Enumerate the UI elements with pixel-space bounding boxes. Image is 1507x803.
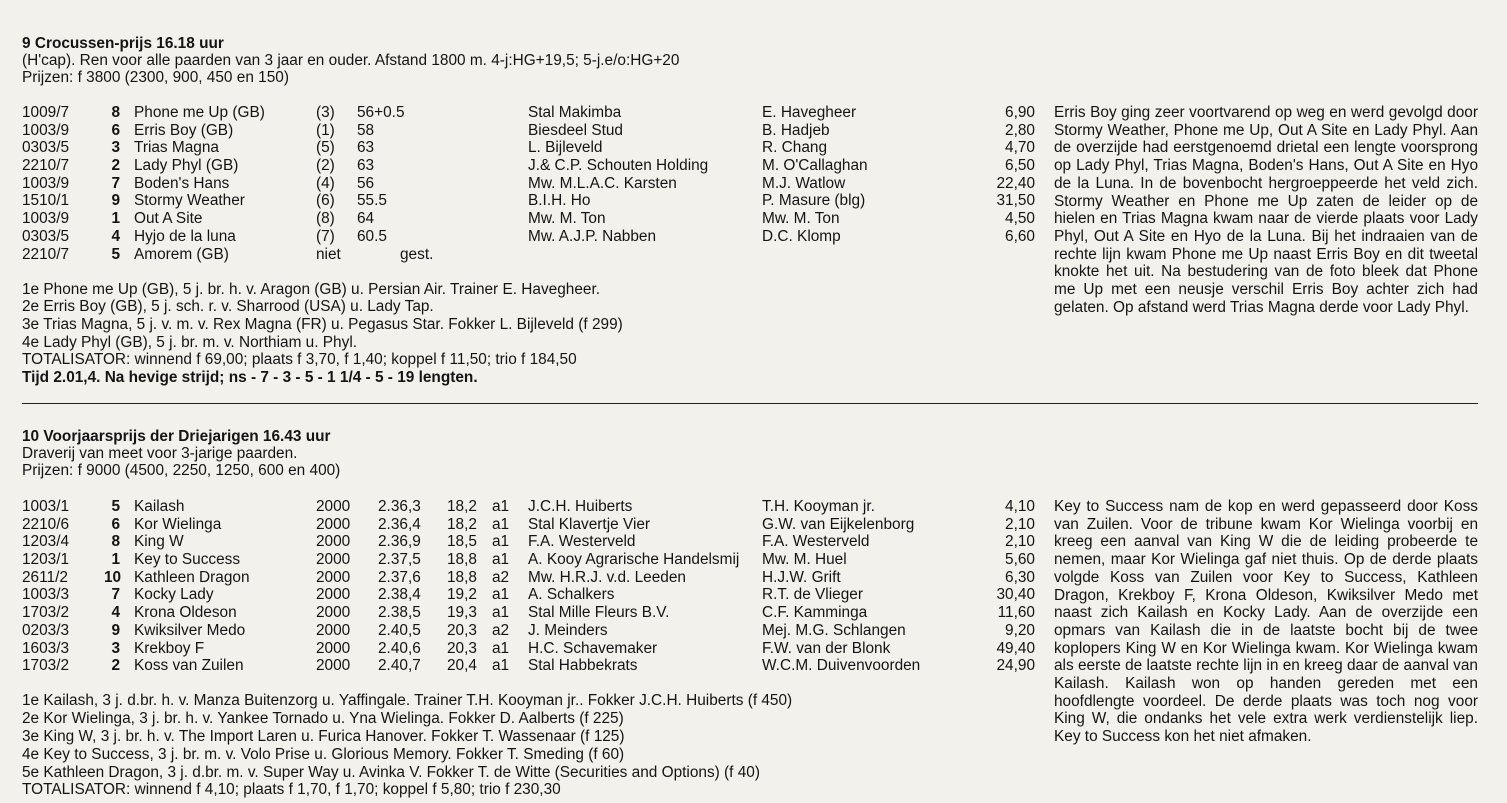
- race1-report: Erris Boy ging zeer voortvarend op weg en werd gevolgd door Stormy Weather, Phone me Up, Out A Site en Lady Phyl. Aan de overzijde had eerstgenoemd drietal een lengte voorsprong op Lady Phyl, Trias Magna, Boden's Hans, Out A Site en Hyo de la Luna. In de bovenbocht hergroeppeerde het veld zich. Stormy Weather en Phone me Up zaten de leider op de hielen en Trias Magna kwam naar de vierde plaats voor Lady Phyl, Out A Site en Hyo de la Luna. Bij het indraaien van de rechte lijn kwam Phone me Up naast Erris Boy en dit tweetal knokte het uit. Na bestudering van de foto bleek dat Phone me Up met een neusje verschil Erris Boy achter zich had gelaten. Op afstand werd Trias Magna derde voor Lady Phyl.: [1054, 104, 1478, 316]
- race2-title: 10 Voorjaarsprijs der Driejarigen 16.43 uur: [22, 428, 331, 445]
- race1-totalisator: TOTALISATOR: winnend f 69,00; plaats f 3,70, f 1,40; koppel f 11,50; trio f 184,50: [22, 351, 577, 368]
- race2-result-2: 2e Kor Wielinga, 3 j. br. h. v. Yankee Tornado u. Yna Wielinga. Fokker D. Aalberts (f 225): [22, 710, 624, 727]
- table-row: 1703/2 4 Krona Oldeson 2000 2.38,5 19,3 a1 Stal Mille Fleurs B.V. C.F. Kamminga 11,60: [22, 604, 1035, 622]
- race1-result-1: 1e Phone me Up (GB), 5 j. br. h. v. Aragon (GB) u. Persian Air. Trainer E. Havegheer.: [22, 281, 600, 298]
- table-row: 1003/9 7 Boden's Hans (4) 56 Mw. M.L.A.C. Karsten M.J. Watlow 22,40: [22, 174, 1035, 192]
- table-row: 0203/3 9 Kwiksilver Medo 2000 2.40,5 20,3 a2 J. Meinders Mej. M.G. Schlangen 9,20: [22, 621, 1035, 639]
- table-row: 1603/3 3 Krekboy F 2000 2.40,6 20,3 a1 H.C. Schavemaker F.W. van der Blonk 49,40: [22, 639, 1035, 657]
- race1-prizes: Prijzen: f 3800 (2300, 900, 450 en 150): [22, 69, 289, 86]
- race2-conditions: Draverij van meet voor 3-jarige paarden.: [22, 445, 298, 462]
- race1-conditions: (H'cap). Ren voor alle paarden van 3 jaar en ouder. Afstand 1800 m. 4-j:HG+19,5; 5-j.e/o:HG+20: [22, 52, 680, 69]
- table-row: 2210/6 6 Kor Wielinga 2000 2.36,4 18,2 a1 Stal Klavertje Vier G.W. van Eijkelenborg 2,10: [22, 515, 1035, 533]
- race1-result-3: 3e Trias Magna, 5 j. v. m. v. Rex Magna (FR) u. Pegasus Star. Fokker L. Bijleveld (f 299): [22, 316, 623, 333]
- table-row: 1003/9 6 Erris Boy (GB) (1) 58 Biesdeel Stud B. Hadjeb 2,80: [22, 121, 1035, 139]
- race2-entries-table: [22, 498, 1042, 675]
- table-row: 1003/9 1 Out A Site (8) 64 Mw. M. Ton Mw. M. Ton 4,50: [22, 210, 1035, 228]
- race1-title: 9 Crocussen-prijs 16.18 uur: [22, 35, 224, 52]
- table-row: 1510/1 9 Stormy Weather (6) 55.5 B.I.H. Ho P. Masure (blg) 31,50: [22, 192, 1035, 210]
- table-row: 1703/2 2 Koss van Zuilen 2000 2.40,7 20,4 a1 Stal Habbekrats W.C.M. Duivenvoorden 24,90: [22, 657, 1035, 675]
- table-row: 1203/4 8 King W 2000 2.36,9 18,5 a1 F.A. Westerveld F.A. Westerveld 2,10: [22, 533, 1035, 551]
- table-row: 2210/7 2 Lady Phyl (GB) (2) 63 J.& C.P. Schouten Holding M. O'Callaghan 6,50: [22, 157, 1035, 175]
- table-row: 2210/7 5 Amorem (GB) niet gest.: [22, 245, 434, 263]
- table-row: 1003/1 5 Kailash 2000 2.36,3 18,2 a1 J.C.H. Huiberts T.H. Kooyman jr. 4,10: [22, 498, 1035, 515]
- table-row: 1203/1 1 Key to Success 2000 2.37,5 18,8 a1 A. Kooy Agrarische Handelsmij Mw. M. Huel 5,60: [22, 551, 1035, 569]
- table-row: 0303/5 4 Hyjo de la luna (7) 60.5 Mw. A.J.P. Nabben D.C. Klomp 6,60: [22, 227, 1035, 245]
- race1-result-4: 4e Lady Phyl (GB), 5 j. br. m. v. Northiam u. Phyl.: [22, 334, 358, 351]
- race2-prizes: Prijzen: f 9000 (4500, 2250, 1250, 600 en 400): [22, 462, 341, 479]
- table-row: 0303/5 3 Trias Magna (5) 63 L. Bijleveld R. Chang 4,70: [22, 139, 1035, 157]
- table-row: 2611/2 10 Kathleen Dragon 2000 2.37,6 18,8 a2 Mw. H.R.J. v.d. Leeden H.J.W. Grift 6,30: [22, 568, 1035, 586]
- race1-entries-table: [22, 104, 1042, 263]
- race2-report: Key to Success nam de kop en werd gepasseerd door Koss van Zuilen. Voor de tribune kwam Kor Wielinga voorbij en kreeg een aanval van King W die de leiding probeerde te nemen, maar Kor Wielinga gaf niet thuis. Op de derde plaats volgde Koss van Zuilen voor Key to Success, Kathleen Dragon, Krekboy F, Krona Oldeson, Kwiksilver Medo met naast zich Kailash en Kocky Lady. Aan de overzijde een opmars van Kailash die in de laatste bocht bij de twee koplopers King W en Kor Wielinga kwam. Kor Wielinga kwam als eerste de laatste rechte lijn in en kreeg daar de aanval van Kailash. Kailash won op handen gereden met een hoofdlengte voordeel. De derde plaats was toch nog voor King W, die ondanks het vele extra werk verdienstelijk liep. Key to Success kon het niet afmaken.: [1054, 498, 1478, 746]
- section-divider: [22, 403, 1478, 404]
- race1-time: Tijd 2.01,4. Na hevige strijd; ns - 7 - 3 - 5 - 1 1/4 - 5 - 19 lengten.: [22, 369, 478, 386]
- race2-totalisator: TOTALISATOR: winnend f 4,10; plaats f 1,70, f 1,70; koppel f 5,80; trio f 230,30: [22, 781, 561, 798]
- race2-result-5: 5e Kathleen Dragon, 3 j. d.br. m. v. Super Way u. Avinka V. Fokker T. de Witte (Securities and Options) (f 40): [22, 764, 760, 781]
- race1-result-2: 2e Erris Boy (GB), 5 j. sch. r. v. Sharrood (USA) u. Lady Tap.: [22, 298, 434, 315]
- race2-result-1: 1e Kailash, 3 j. d.br. h. v. Manza Buitenzorg u. Yaffingale. Trainer T.H. Kooyman jr.. Fokker J.C.H. Huiberts (f 450): [22, 692, 793, 709]
- race2-result-3: 3e King W, 3 j. br. h. v. The Import Laren u. Furica Hanover. Fokker T. Wassenaar (f 125): [22, 728, 625, 745]
- race2-result-4: 4e Key to Success, 3 j. br. m. v. Volo Prise u. Glorious Memory. Fokker T. Smeding (f 60): [22, 746, 625, 763]
- table-row: 1009/7 8 Phone me Up (GB) (3) 56+0.5 Stal Makimba E. Havegheer 6,90: [22, 104, 1035, 121]
- table-row: 1003/3 7 Kocky Lady 2000 2.38,4 19,2 a1 A. Schalkers R.T. de Vlieger 30,40: [22, 586, 1035, 604]
